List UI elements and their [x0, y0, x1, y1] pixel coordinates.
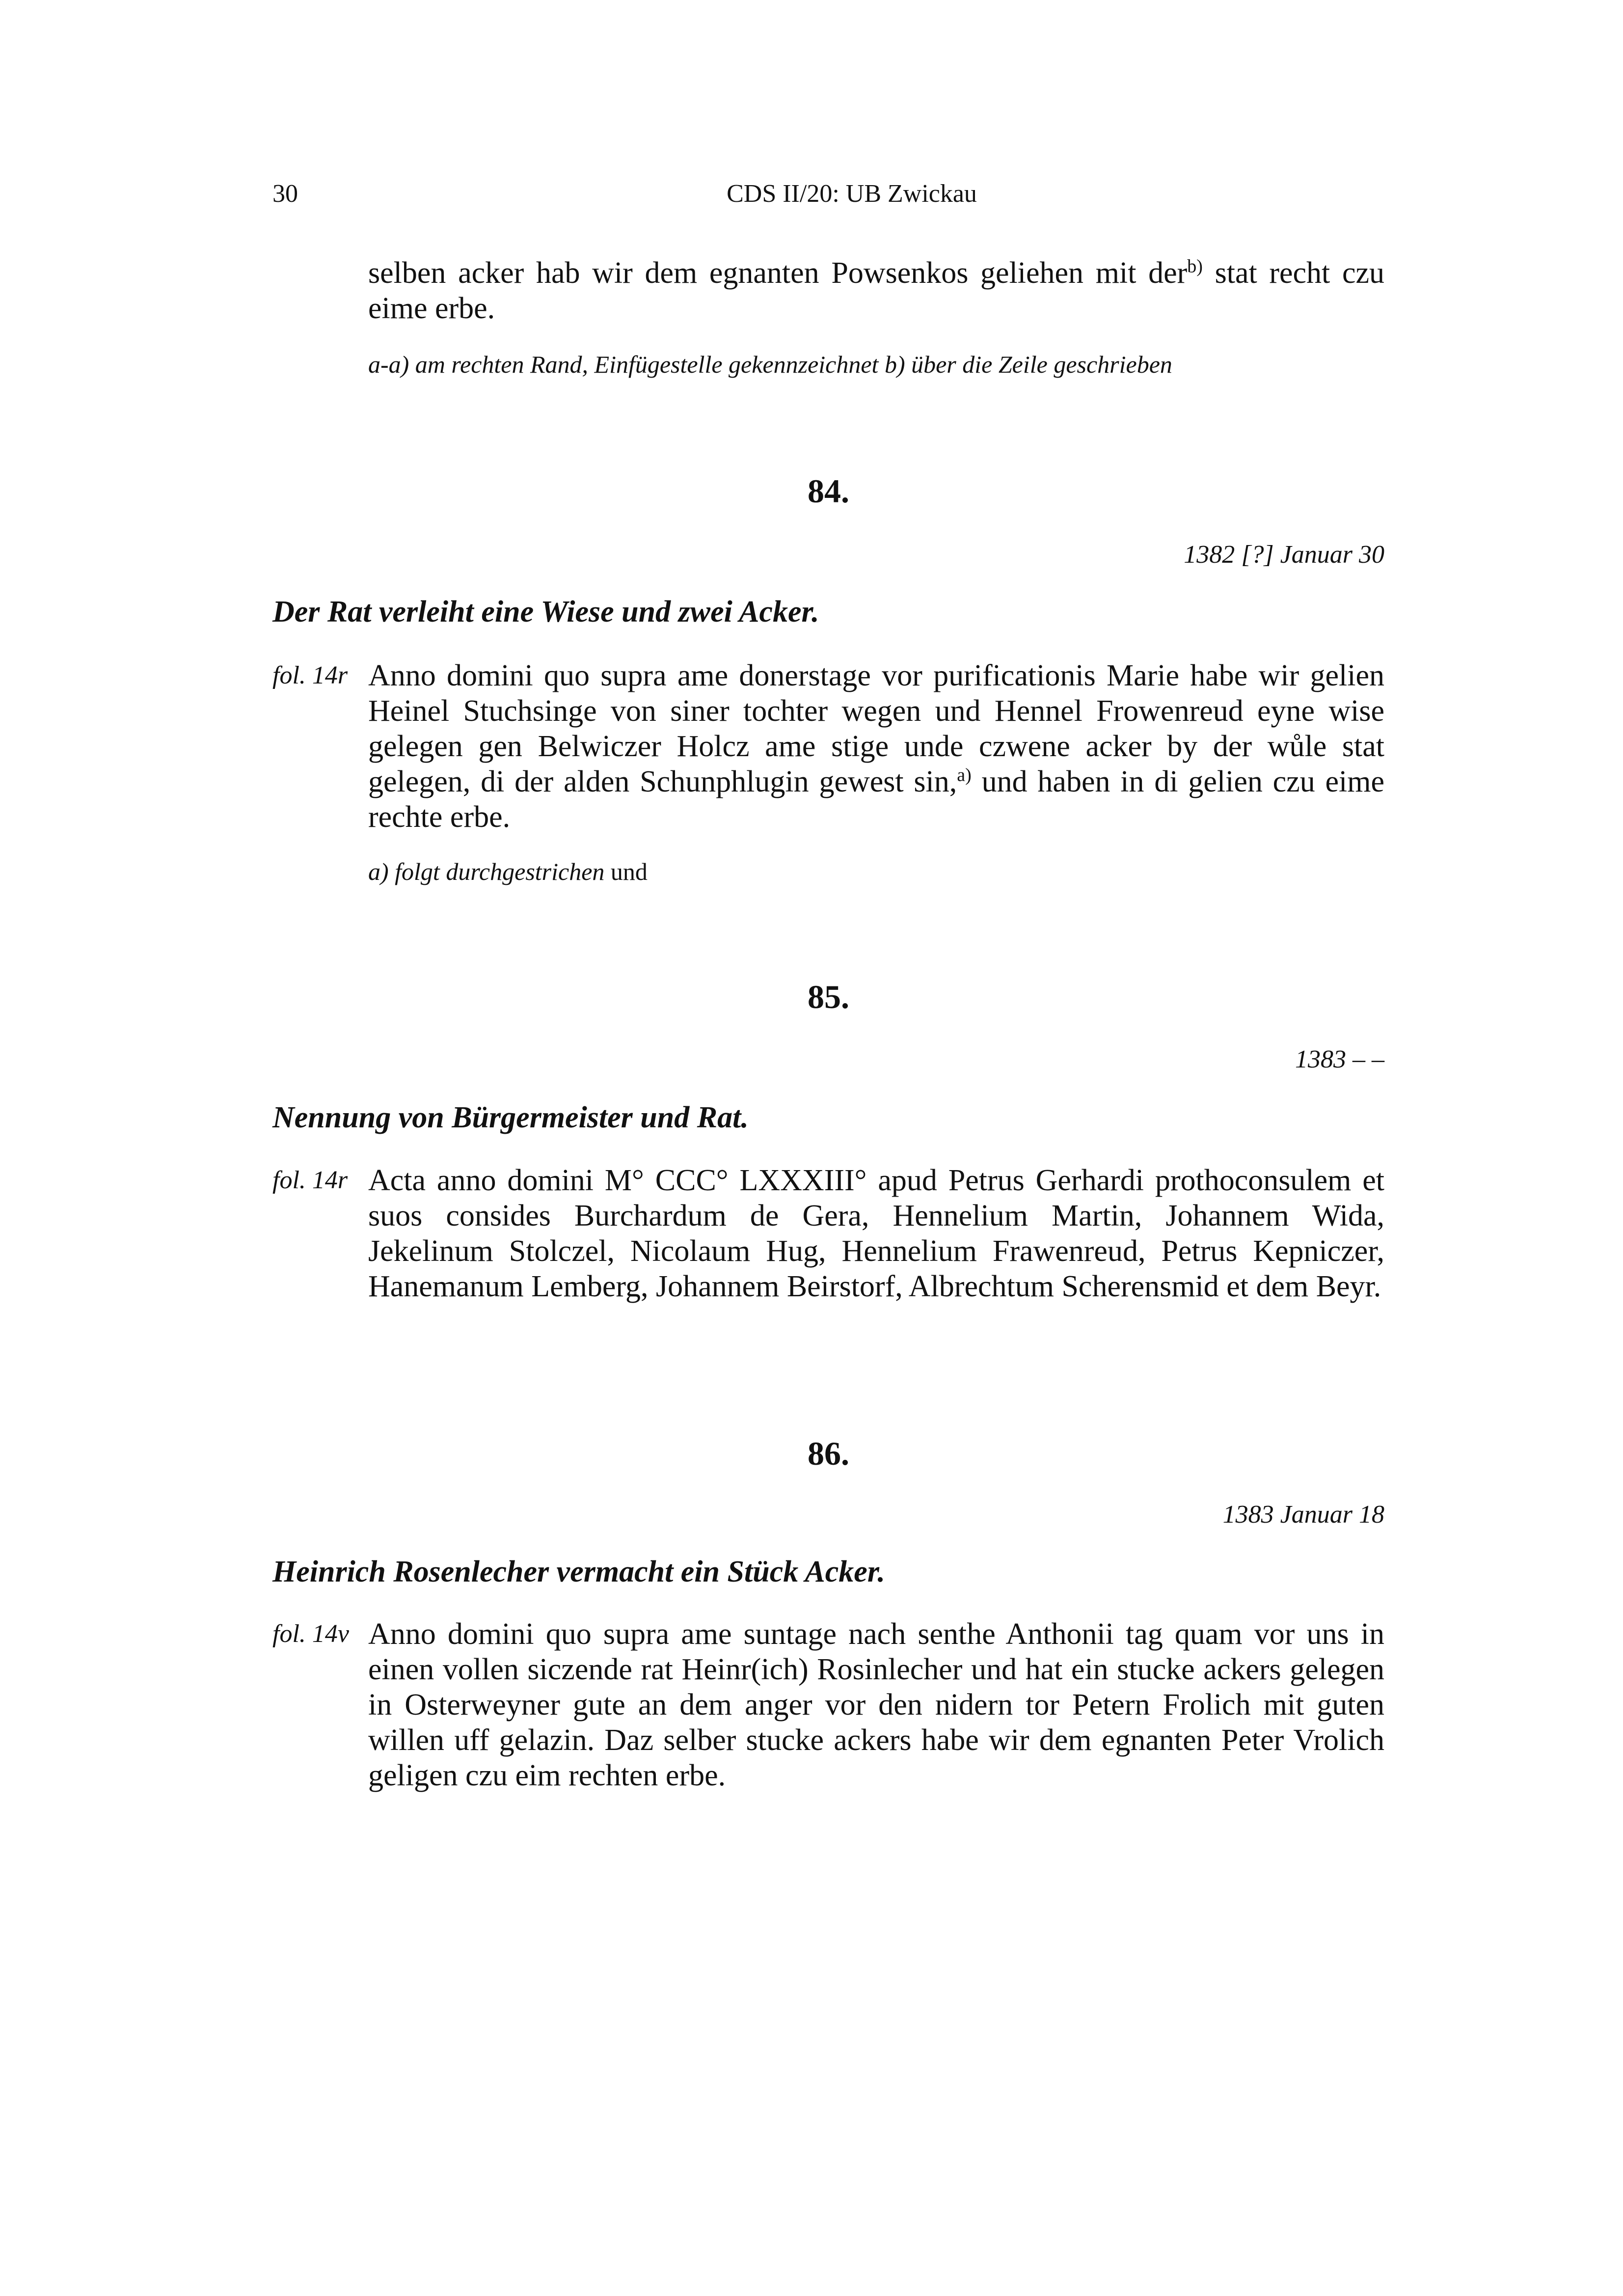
continuation-paragraph — [368, 255, 1384, 326]
page-number: 30 — [272, 180, 298, 208]
running-title: CDS II/20: UB Zwickau — [727, 180, 977, 208]
footnote-marker-b: b) — [1187, 256, 1203, 277]
entry-regest: Heinrich Rosenlecher vermacht ein Stück Acker. — [272, 1555, 886, 1588]
entry-number: 86. — [808, 1435, 849, 1472]
entry-regest: Nennung von Bürgermeister und Rat. — [272, 1101, 749, 1134]
entry-text-main: Anno domini quo supra ame donerstage vor purificationis Marie habe wir gelien Heinel Stuchsinge von siner tochter wegen und Hennel Frowenreud eyne wise gelegen gen Belwiczer Holcz ame stige unde czwene acker by der wůle stat gelegen, di der alden Schunphlugin gewest sin, — [368, 659, 1384, 798]
entry-date: 1383 – – — [1295, 1045, 1384, 1073]
entry-number: 85. — [808, 978, 849, 1015]
folio-reference: fol. 14v — [272, 1620, 349, 1648]
entry-number: 84. — [808, 472, 849, 510]
footnote-upright-text: und — [604, 858, 648, 885]
folio-reference: fol. 14r — [272, 661, 348, 689]
footnote-italic-text: a) folgt durchgestrichen — [368, 858, 605, 885]
entry-text — [368, 658, 1384, 835]
continuation-footnote: a-a) am rechten Rand, Einfügestelle gekennzeichnet b) über die Zeile geschrieben — [368, 351, 1172, 378]
entry-text: Acta anno domini M° CCC° LXXXIII° apud Petrus Gerhardi prothoconsulem et suos consides Burchardum de Gera, Hennelium Martin, Johannem Wida, Jekelinum Stolczel, Nicolaum Hug, Hennelium Frawenreud, Petrus Kepniczer, Hanemanum Lemberg, Johannem Beirstorf, Albrechtum Scherensmid et dem Beyr. — [368, 1164, 1384, 1303]
footnote-marker-a: a) — [957, 765, 972, 786]
entry-text: Anno domini quo supra ame suntage nach senthe Anthonii tag quam vor uns in einen vollen siczende rat Heinr(ich) Rosinlecher und hat ein stucke ackers gelegen in Osterweyner gute an dem anger vor den nidern tor Petern Frolich mit guten willen uff gelazin. Daz selber stucke ackers habe wir dem egnanten Peter Vrolich geligen czu eim rechten erbe. — [368, 1617, 1384, 1792]
entry-text-end: und haben in di gelien czu eime rechte erbe. — [368, 765, 1384, 834]
entry-date: 1382 [?] Januar 30 — [1184, 541, 1384, 569]
continuation-text: selben acker hab wir dem egnanten Powsenkos geliehen mit der — [368, 256, 1188, 290]
entry-regest: Der Rat verleiht eine Wiese und zwei Acker. — [272, 595, 819, 629]
folio-reference: fol. 14r — [272, 1166, 348, 1194]
continuation-text-end: stat recht czu eime erbe. — [368, 256, 1384, 325]
entry-date: 1383 Januar 18 — [1222, 1501, 1384, 1529]
entry-footnote — [368, 857, 1384, 886]
